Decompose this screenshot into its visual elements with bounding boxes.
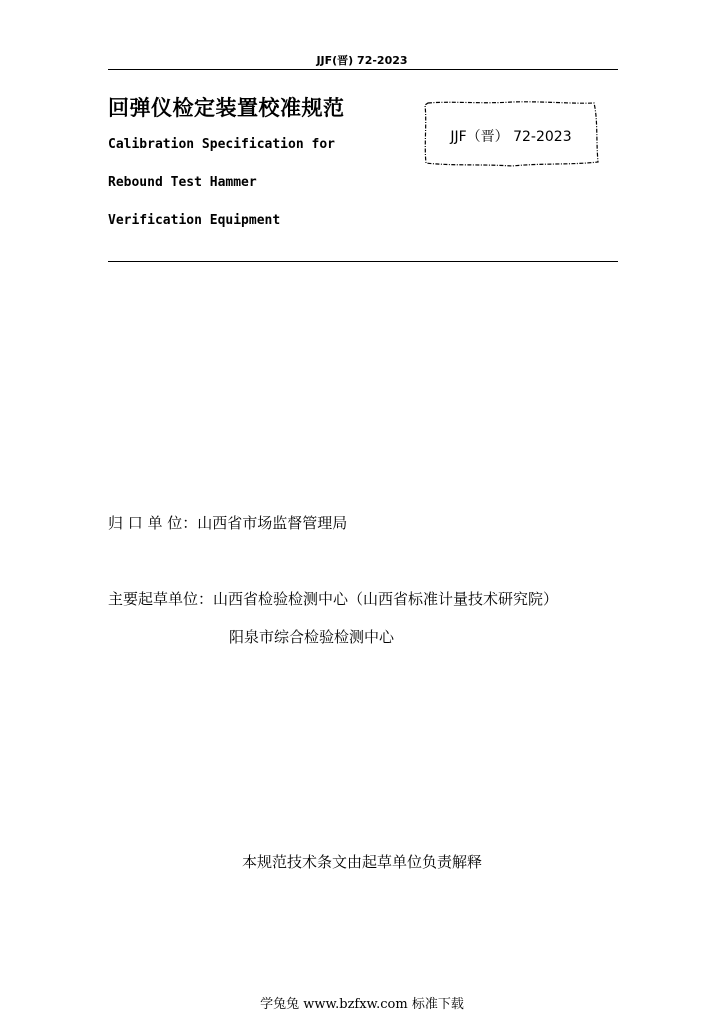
document-title-chinese: 回弹仪检定装置校准规范 — [108, 96, 345, 120]
title-rule — [108, 261, 618, 262]
document-title-english-line2: Rebound Test Hammer — [108, 175, 257, 190]
document-title-english-line3: Verification Equipment — [108, 213, 281, 228]
header-rule — [108, 69, 618, 70]
drafters-line1: 主要起草单位：山西省检验检测中心（山西省标准计量技术研究院） — [108, 590, 559, 608]
interpretation-note: 本规范技术条文由起草单位负责解释 — [241, 853, 482, 871]
authority-line: 归 口 单 位：山西省市场监督管理局 — [108, 514, 348, 532]
document-code-header: JJF(晋) 72-2023 — [316, 54, 408, 67]
stamp-code: JJF（晋） 72-2023 — [450, 129, 572, 145]
footer-watermark: 学兔兔 www.bzfxw.com 标准下载 — [260, 997, 464, 1012]
document-title-english-line1: Calibration Specification for — [108, 137, 335, 152]
drafters-line2: 阳泉市综合检验检测中心 — [229, 628, 395, 646]
